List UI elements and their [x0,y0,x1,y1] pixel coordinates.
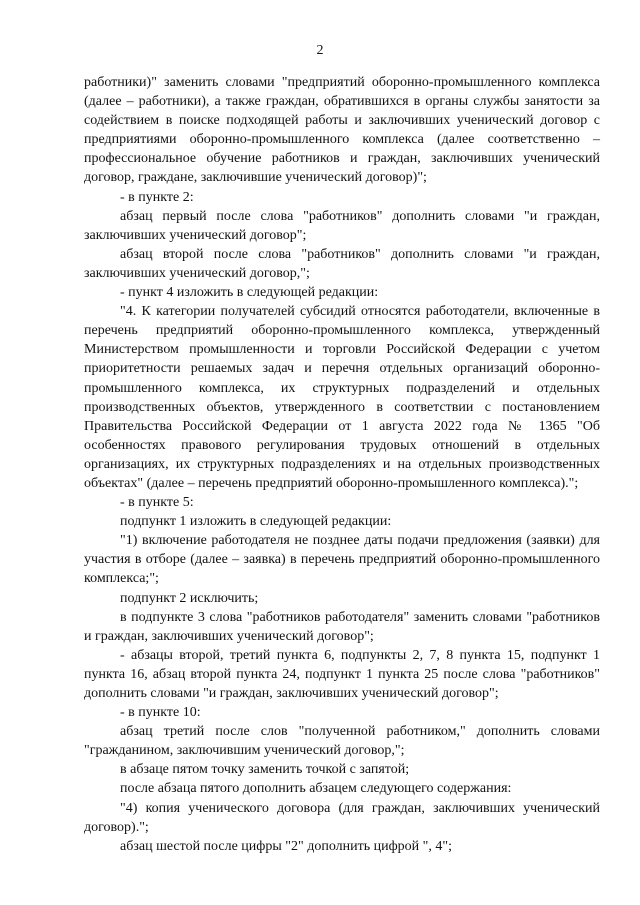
paragraph: после абзаца пятого дополнить абзацем следующего содержания: [120,781,512,797]
page-number: 2 [316,43,324,58]
paragraph: - абзацы второй, третий пункта 6, подпункты 2, 7, 8 пункта 15, подпункт 1 пункта 16, абзац второй пункта 24, подпункт 1 пункта 25 после слова "работников" дополнить словами "и граждан, заключивших ученический договор"; [84,647,600,701]
paragraph: - в пункте 10: [120,705,201,721]
paragraph: - в пункте 2: [120,189,194,205]
paragraph: "4) копия ученического договора (для граждан, заключивших ученический договор)."; [84,800,600,835]
paragraph: в абзаце пятом точку заменить точкой с запятой; [120,762,410,778]
paragraph: - пункт 4 изложить в следующей редакции: [120,285,379,301]
paragraph: подпункт 1 изложить в следующей редакции: [120,514,392,530]
paragraph: в подпункте 3 слова "работников работодателя" заменить словами "работников и граждан, заключивших ученический договор"; [84,609,600,644]
paragraph: подпункт 2 исключить; [120,590,259,606]
paragraph: абзац шестой после цифры "2" дополнить цифрой ", 4"; [120,838,452,854]
paragraph: абзац третий после слов "полученной работником," дополнить словами "гражданином, заключившим ученический договор,"; [84,724,600,759]
paragraph: "4. К категории получателей субсидий относятся работодатели, включенные в перечень предприятий оборонно-промышленного комплекса, утвержденный Министерством промышленности и торговли Российской Федерации с учетом приоритетности решаемых задач и перечня отдельных организаций оборонно-промышленного комплекса, их структурных подразделений и отдельных производственных объектов, утвержденного в соответствии с постановлением Правительства Российской Федерации от 1 августа 2022 года № 1365 "Об особенностях правового регулирования трудовых отношений в отдельных организациях, их структурных подразделениях и на отдельных производственных объектах" (далее – перечень предприятий оборонно-промышленного комплекса)."; [84,304,600,491]
paragraph: абзац первый после слова "работников" дополнить словами "и граждан, заключивших ученический договор"; [84,208,600,243]
paragraph: абзац второй после слова "работников" дополнить словами "и граждан, заключивших ученический договор,"; [84,246,600,281]
paragraph: - в пункте 5: [120,495,194,511]
document-body [84,73,600,856]
paragraph: работники)" заменить словами "предприятий оборонно-промышленного комплекса (далее – работники), а также граждан, обратившихся в органы службы занятости за содействием в поиске подходящей работы и заключивших ученический договор с предприятиями оборонно-промышленного комплекса (далее соответственно – профессиональное обучение работников и граждан, заключивших ученический договор, граждане, заключившие ученический договор)"; [84,75,600,186]
paragraph: "1) включение работодателя не позднее даты подачи предложения (заявки) для участия в отборе (далее – заявка) в перечень предприятий оборонно-промышленного комплекса;"; [84,533,600,587]
